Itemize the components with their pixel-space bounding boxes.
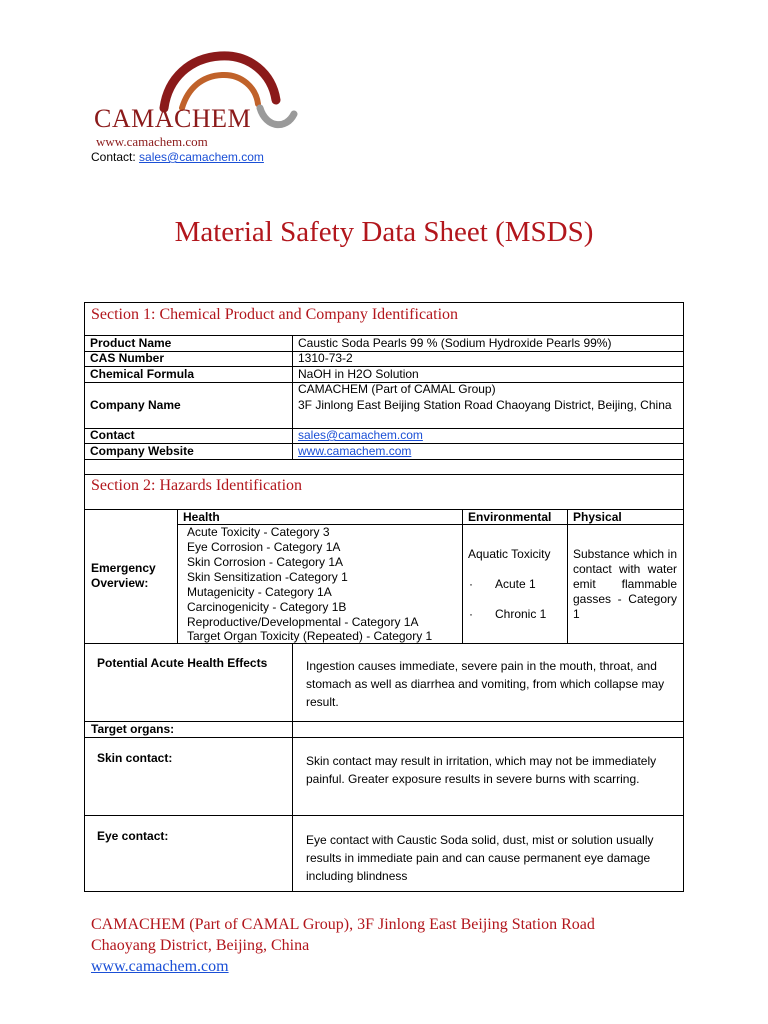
aquatic-toxicity-title: Aquatic Toxicity: [468, 547, 551, 561]
environmental-column-header: Environmental: [468, 510, 552, 524]
company-address-value: 3F Jinlong East Beijing Station Road Chaoyang District, Beijing, China: [298, 398, 672, 412]
contact-row-label: Contact: [90, 428, 135, 442]
health-item: Eye Corrosion - Category 1A: [187, 540, 341, 554]
health-item: Skin Corrosion - Category 1A: [187, 555, 344, 569]
footer-address: [91, 914, 595, 977]
footer-line1: CAMACHEM (Part of CAMAL Group), 3F Jinlong East Beijing Station Road: [91, 916, 595, 933]
acute-effects-text: Ingestion causes immediate, severe pain in the mouth, throat, and stomach as well as diarrhea and vomiting, from which collapse may result.: [306, 659, 665, 709]
company-name-label: Company Name: [90, 398, 181, 412]
bullet-icon: ·: [469, 577, 473, 591]
msds-table: [84, 302, 684, 892]
company-name-value: CAMACHEM (Part of CAMAL Group): [298, 382, 496, 396]
product-name-value: Caustic Soda Pearls 99 % (Sodium Hydroxide Pearls 99%): [298, 336, 612, 350]
product-name-label: Product Name: [90, 336, 172, 350]
physical-column-header: Physical: [573, 510, 622, 524]
skin-contact-text: Skin contact may result in irritation, which may not be immediately painful. Greater exposure results in severe burns with scarring.: [306, 754, 657, 786]
emergency-overview-label: Emergency Overview:: [91, 561, 156, 590]
logo-url: www.camachem.com: [96, 134, 208, 149]
chemical-formula-value: NaOH in H2O Solution: [298, 367, 419, 381]
contact-line: [91, 150, 264, 164]
target-organs-label: Target organs:: [91, 722, 175, 736]
company-website-label: Company Website: [90, 444, 194, 458]
logo-name: CAMACHEM: [94, 104, 252, 133]
eye-contact-label: Eye contact:: [97, 829, 169, 843]
health-item: Target Organ Toxicity (Repeated) - Category 1: [187, 629, 433, 643]
cas-number-value: 1310-73-2: [298, 351, 353, 365]
health-item: Carcinogenicity - Category 1B: [187, 600, 347, 614]
health-item: Acute Toxicity - Category 3: [187, 525, 330, 539]
contact-row-email-link[interactable]: sales@camachem.com: [298, 428, 423, 442]
contact-label: Contact:: [91, 150, 140, 164]
bullet-icon: ·: [469, 607, 473, 621]
chemical-formula-label: Chemical Formula: [90, 367, 195, 381]
camachem-logo: [90, 48, 302, 150]
contact-email-link[interactable]: sales@camachem.com: [139, 150, 264, 164]
acute-effects-label: Potential Acute Health Effects: [97, 656, 268, 670]
company-website-link[interactable]: www.camachem.com: [298, 444, 412, 458]
health-column-header: Health: [183, 510, 220, 524]
page-title: Material Safety Data Sheet (MSDS): [174, 216, 594, 248]
section1-heading: Section 1: Chemical Product and Company Identification: [91, 306, 459, 323]
cas-number-label: CAS Number: [90, 351, 165, 365]
section2-heading: Section 2: Hazards Identification: [91, 477, 303, 494]
eye-contact-text: Eye contact with Caustic Soda solid, dust, mist or solution usually results in immediate pain and can cause permanent eye damage including blindness: [306, 833, 654, 883]
health-item: Reproductive/Developmental - Category 1A: [187, 615, 419, 629]
health-item: Skin Sensitization -Category 1: [187, 570, 348, 584]
aquatic-acute-item: Acute 1: [495, 577, 536, 591]
footer-website-link[interactable]: www.camachem.com: [91, 958, 229, 975]
skin-contact-label: Skin contact:: [97, 751, 173, 765]
physical-hazard-text: Substance which in contact with water emit flammable gasses - Category 1: [573, 547, 677, 621]
health-item: Mutagenicity - Category 1A: [187, 585, 332, 599]
aquatic-chronic-item: Chronic 1: [495, 607, 547, 621]
footer-line2: Chaoyang District, Beijing, China: [91, 937, 310, 954]
